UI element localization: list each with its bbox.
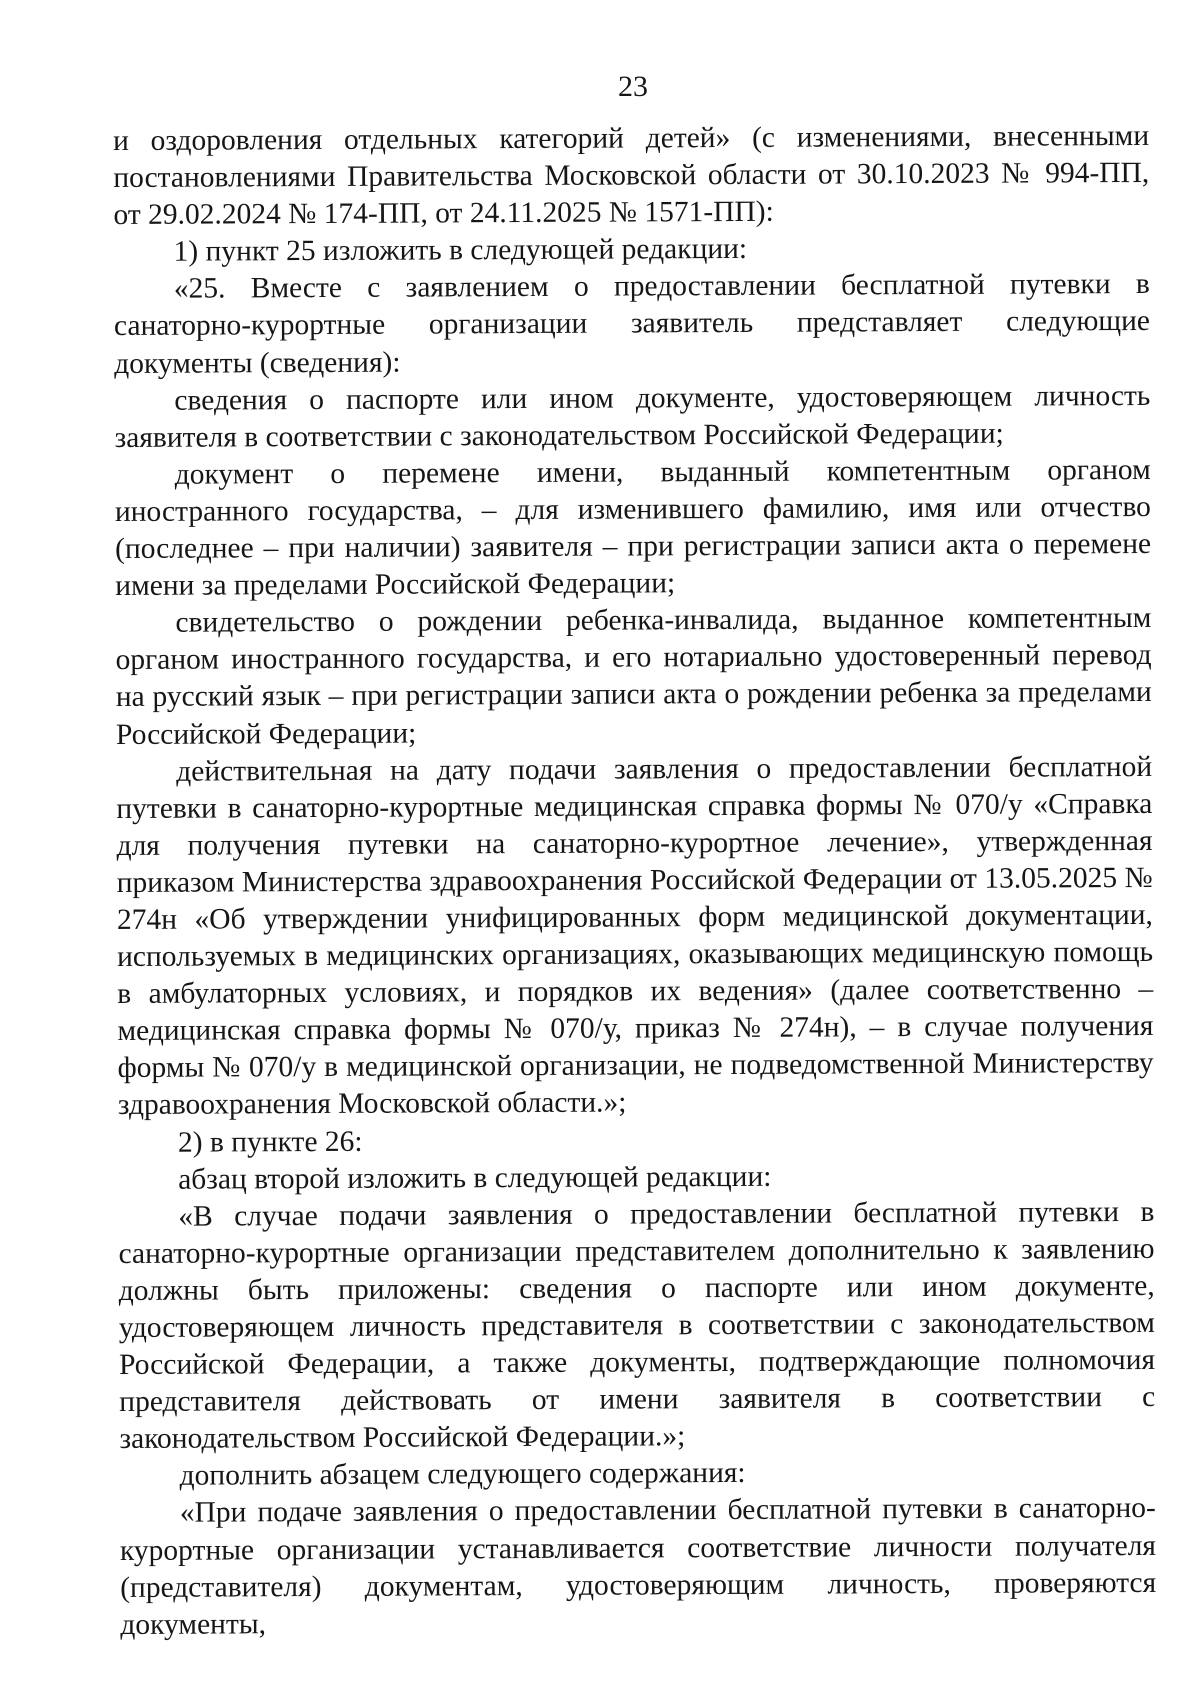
paragraph-add-subparagraph-heading: дополнить абзацем следующего содержания: <box>179 1457 746 1493</box>
paragraph-second-subparagraph-heading: абзац второй изложить в следующей редакции: <box>178 1160 772 1196</box>
paragraph-medical-certificate: действительная на дату подачи заявления о предоставлении бесплатной путевки в санаторно-курортные медицинская справка формы № 070/у «Справка для получения путевки на санаторно-курортное лечение», утвержденная приказом Министерства здравоохранения Российской Федерации от 13.05.2025 № 274н «Об утверждении унифицированных форм медицинской документации, используемых в медицинских организациях, оказывающих медицинскую помощь в амбулаторных условиях, и порядков их ведения» (далее соответственно – медицинская справка формы № 070/у, приказ № 274н), – в случае получения формы № 070/у в медицинской организации, не подведомственной Министерству здравоохранения Московской области.»; <box>116 750 1154 1122</box>
paragraph-birth-certificate: свидетельство о рождении ребенка-инвалида, выданное компетентным органом иностранного государства, и его нотариально удостоверенный перевод на русский язык – при регистрации записи акта о рождении ребенка за пределами Российской Федерации; <box>115 602 1152 751</box>
paragraph-clause-25-opening: «25. Вместе с заявлением о предоставлении бесплатной путевки в санаторно-курортные организации заявитель представляет следующие документы (сведения): <box>113 268 1151 380</box>
page-number: 23 <box>618 70 648 103</box>
paragraph-intro-continuation: и оздоровления отдельных категорий детей» (с изменениями, внесенными постановлениями Правительства Московской области от 30.10.2023 № 994-ПП, от 29.02.2024 № 174-ПП, от 24.11.2025 № 1571-ПП): <box>113 119 1150 232</box>
paragraph-identity-verification: «При подаче заявления о предоставлении бесплатной путевки в санаторно-курортные организации устанавливается соответствие личности получателя (представителя) документам, удостоверяющим личность, проверяются документы, <box>119 1492 1157 1641</box>
paragraph-name-change-document: документ о перемене имени, выданный компетентным органом иностранного государства, – для изменившего фамилию, имя или отчество (последнее – при наличии) заявителя – при регистрации записи акта о перемене имени за пределами Российской Федерации; <box>114 453 1152 603</box>
paragraph-passport-info: сведения о паспорте или ином документе, удостоверяющем личность заявителя в соответствии с законодательством Российской Федерации; <box>114 379 1151 454</box>
document-body <box>113 118 1156 1644</box>
paragraph-representative-documents: «В случае подачи заявления о предоставлении бесплатной путевки в санаторно-курортные организации представителем дополнительно к заявлению должны быть приложены: сведения о паспорте или ином документе, удостоверяющем личность представителя в соответствии с законодательством Российской Федерации, а также документы, подтверждающие полномочия представителя действовать от имени заявителя в соответствии с законодательством Российской Федерации.»; <box>118 1195 1156 1456</box>
paragraph-item-2-heading: 2) в пункте 26: <box>177 1125 363 1159</box>
paragraph-item-1-heading: 1) пункт 25 изложить в следующей редакции: <box>173 233 748 268</box>
